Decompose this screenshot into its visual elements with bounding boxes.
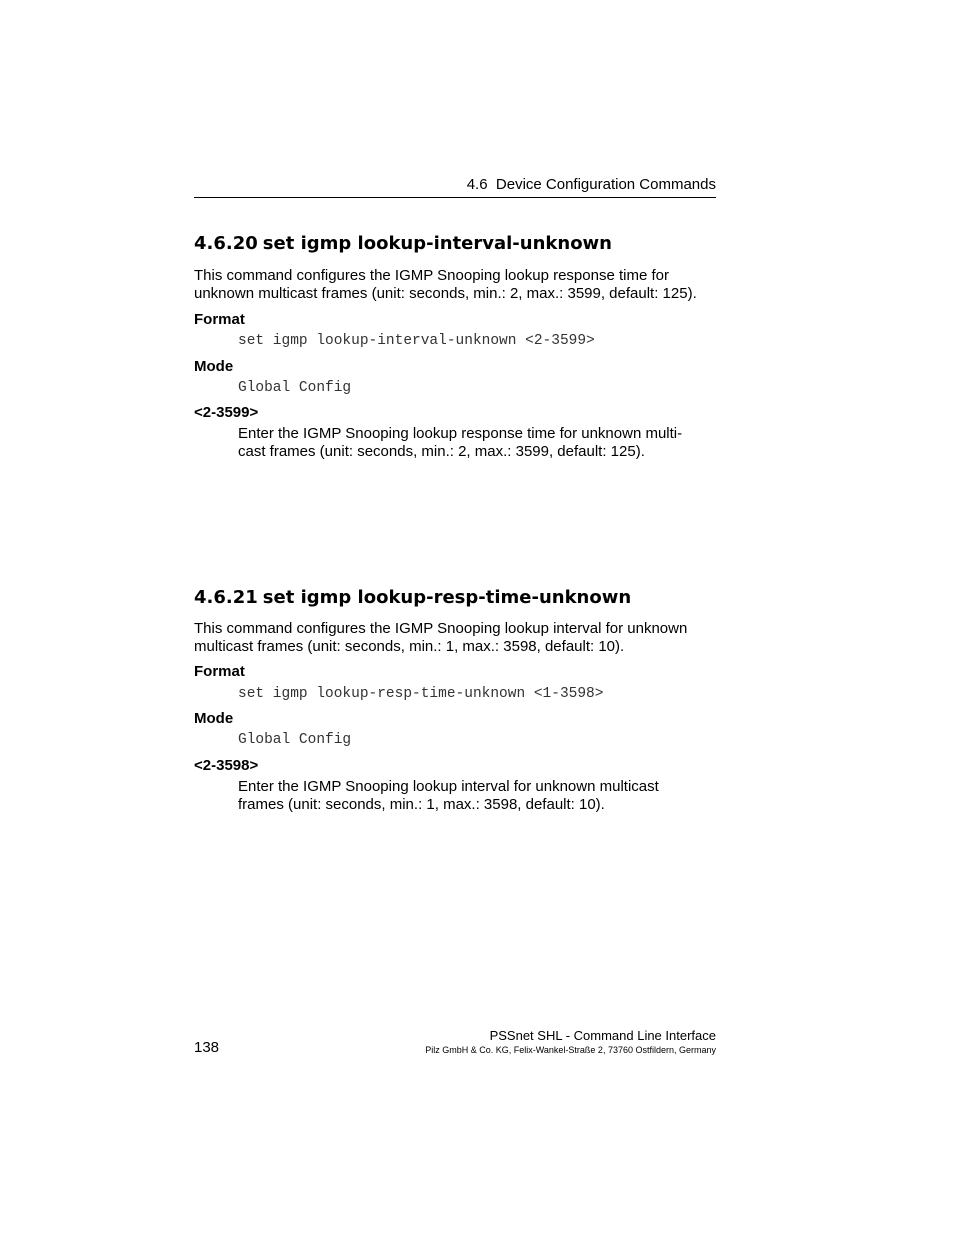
param-line: cast frames (unit: seconds, min.: 2, max.: 3599, default: 125). (238, 443, 645, 460)
format-code: set igmp lookup-interval-unknown <2-3599> (238, 333, 595, 349)
mode-value: Global Config (238, 380, 352, 396)
section-4-6-20 (194, 232, 724, 461)
format-label: Format (194, 311, 245, 328)
description-line: multicast frames (unit: seconds, min.: 1, max.: 3598, default: 10). (194, 638, 625, 655)
section-title-text: set igmp lookup-interval-unknown (262, 233, 612, 254)
param-label: <2-3599> (194, 404, 259, 421)
param-line: frames (unit: seconds, min.: 1, max.: 3598, default: 10). (238, 796, 605, 813)
param-label: <2-3598> (194, 757, 259, 774)
param-description (238, 425, 724, 461)
header-section-title: Device Configuration Commands (495, 176, 716, 193)
section-description (194, 620, 724, 656)
footer-info (425, 1028, 716, 1056)
description-line: This command configures the IGMP Snooping lookup response time for (194, 267, 669, 284)
param-line: Enter the IGMP Snooping lookup response time for unknown multi- (238, 425, 683, 442)
section-heading (194, 232, 724, 256)
param-description (238, 778, 724, 814)
section-heading (194, 586, 724, 610)
section-number: 4.6.21 (194, 587, 258, 608)
header-section-number: 4.6 (466, 176, 488, 193)
section-description (194, 267, 724, 303)
mode-label: Mode (194, 358, 234, 375)
section-number: 4.6.20 (194, 233, 258, 254)
description-line: unknown multicast frames (unit: seconds, min.: 2, max.: 3599, default: 125). (194, 285, 697, 302)
param-line: Enter the IGMP Snooping lookup interval for unknown multicast (238, 778, 659, 795)
footer-doc-title: PSSnet SHL - Command Line Interface (489, 1028, 716, 1043)
page-number: 138 (194, 1039, 220, 1056)
section-title-text: set igmp lookup-resp-time-unknown (262, 587, 632, 608)
format-label: Format (194, 663, 245, 680)
header-text (467, 176, 716, 193)
running-header (194, 175, 716, 198)
mode-value: Global Config (238, 732, 352, 748)
format-code: set igmp lookup-resp-time-unknown <1-3598> (238, 686, 604, 702)
description-line: This command configures the IGMP Snooping lookup interval for unknown (194, 620, 688, 637)
section-4-6-21 (194, 586, 724, 814)
footer-address: Pilz GmbH & Co. KG, Felix-Wankel-Straße 2, 73760 Ostfildern, Germany (425, 1045, 716, 1055)
mode-label: Mode (194, 710, 234, 727)
